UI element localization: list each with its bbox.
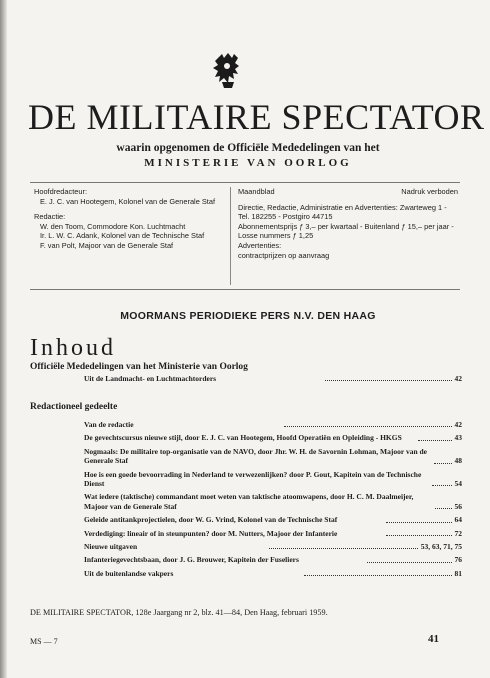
editorial-member: W. den Toom, Commodore Kon. Luchtmacht [40,221,186,231]
toc-entry-page: 53, 63, 71, 75 [420,542,462,552]
subscription-prices: Abonnementsprijs ƒ 3,– per kwartaal - Buitenland ƒ 15,– per jaar - Losse nummers ƒ 1,25 [238,221,454,241]
copyright-notice: Nadruk verboden [401,187,458,196]
toc-entry-title: De gevechtscursus nieuwe stijl, door E. J. C. van Hootegem, Hoofd Operatiën en Opleiding - HKGS [84,433,402,443]
frequency-label: Maandblad [238,187,275,196]
journal-subtitle: waarin opgenomen de Officiële Mededelingen van het [116,142,380,154]
toc-entry-title: Infanteriegevechtsbaan, door J. G. Brouwer, Kapitein der Fuseliers [84,555,299,565]
masthead-publication-info [238,187,458,260]
editorial-member: F. van Polt, Majoor van de Generale Staf [40,240,174,250]
masthead-divider [230,187,231,285]
page-edge-shadow [0,0,7,678]
ads-text: contractprijzen op aanvraag [238,250,330,260]
issue-citation: DE MILITAIRE SPECTATOR, 128e Jaargang nr 2, blz. 41—84, Den Haag, februari 1959. [30,608,328,617]
masthead-box [30,182,460,290]
toc-entry-page: 42 [454,420,462,429]
toc-entry[interactable] [84,470,462,489]
publisher-line: MOORMANS PERIODIEKE PERS N.V. DEN HAAG [120,310,376,322]
office-address: Directie, Redactie, Administratie en Advertenties: Zwarteweg 1 - Tel. 182255 - Postgiro 44715 [238,202,447,222]
toc-entry-page: 76 [454,555,462,565]
page-number: 41 [428,633,439,645]
print-code: MS — 7 [30,637,58,646]
masthead-staff [34,187,224,251]
toc-entry-title: Uit de buitenlandse vakpers [84,568,174,578]
section-official-title: Officiële Mededelingen van het Ministerie van Oorlog [30,362,248,372]
editorial-contents-list [84,420,462,582]
toc-entry-page: 81 [454,568,463,578]
toc-entry[interactable] [84,542,462,551]
toc-entry[interactable] [84,515,462,524]
toc-entry[interactable] [84,569,462,578]
toc-entry-title: Verdediging: lineair of in steunpunten? door M. Nutters, Majoor der Infanterie [84,528,338,538]
toc-entry-page: 72 [454,528,462,538]
editor-name: E. J. C. van Hootegem, Kolonel van de Generale Staf [40,196,216,206]
editorial-label: Redactie: [34,212,66,222]
section-editorial-title: Redactioneel gedeelte [30,402,118,412]
toc-entry-page: 48 [454,456,462,466]
toc-entry-title: Uit de Landmacht- en Luchtmachtorders [84,374,217,383]
toc-entry[interactable] [84,374,462,383]
toc-entry[interactable] [84,492,462,511]
ministry-name: MINISTERIE VAN OORLOG [144,157,352,169]
editorial-member: Ir. L. W. C. Adank, Kolonel van de Technische Staf [40,231,205,241]
toc-entry-title: Wat iedere (taktische) commandant moet weten van taktische atoomwapens, door H. C. M. Daalmeijer, Majoor van de Generale Staf [84,492,414,511]
toc-entry-page: 54 [454,479,462,489]
toc-entry-title: Nieuwe uitgaven [84,542,138,552]
toc-entry[interactable] [84,433,462,442]
toc-entry-title: Hoe is een goede bevoorrading in Nederland te verwezenlijken? door P. Gout, Kapitein van de Technische Dienst [84,469,422,489]
toc-entry[interactable] [84,420,462,429]
toc-entry-page: 43 [454,433,462,443]
journal-title: DE MILITAIRE SPECTATOR [28,97,485,137]
toc-entry-title: Van de redactie [84,420,134,429]
toc-entry[interactable] [84,529,462,538]
toc-entry-page: 64 [454,515,462,525]
toc-entry[interactable] [84,447,462,466]
heraldic-lion-icon [210,52,246,90]
toc-entry[interactable] [84,555,462,564]
toc-entry-page: 42 [454,374,463,383]
ads-label: Advertenties: [238,240,282,250]
toc-entry-title: Nogmaals: De militaire top-organisatie van de NAVO, door Jhr. W. H. de Savornin Lohman, Majoor van de Generale Staf [84,446,427,466]
editor-label: Hoofdredacteur: [34,187,87,196]
toc-entry-page: 56 [454,501,462,511]
toc-entry-title: Geleide antitankprojectielen, door W. G. Vrind, Kolonel van de Technische Staf [84,515,338,525]
contents-heading: Inhoud [30,335,116,361]
